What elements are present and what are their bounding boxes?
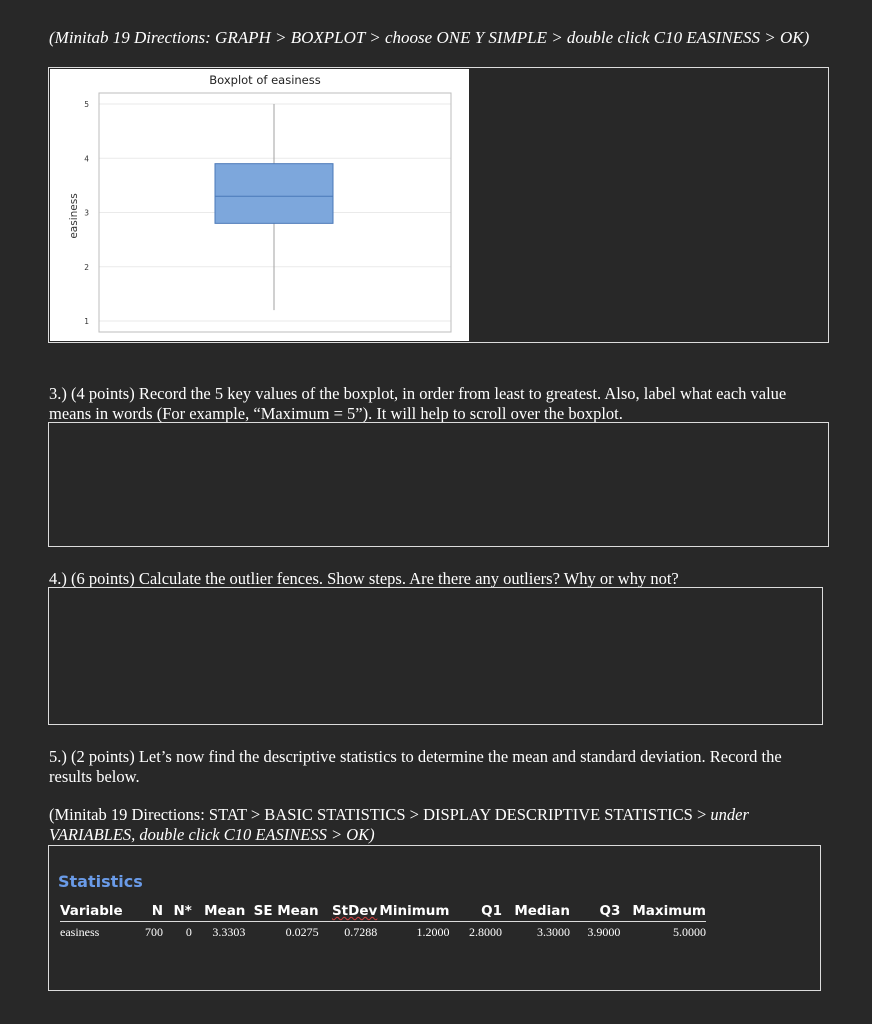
cell-median: 3.3000 <box>536 925 570 939</box>
stats-directions-italic: under <box>710 805 749 824</box>
col-nstar: N* <box>163 903 192 922</box>
cell-q1: 2.8000 <box>468 925 502 939</box>
cell-se-mean: 0.0275 <box>285 925 319 939</box>
boxplot-image <box>50 69 469 341</box>
cell-nstar: 0 <box>185 925 192 939</box>
y-tick-label-5: 5 <box>84 100 89 109</box>
stdev-label: StDev <box>331 903 378 919</box>
y-tick-label-2: 2 <box>84 262 89 272</box>
col-q3: Q3 <box>570 903 620 922</box>
col-variable: Variable <box>60 903 138 922</box>
question-5-line1: 5.) (2 points) Let’s now find the descriptive statistics to determine the mean and standard deviation. Record the <box>49 747 782 766</box>
cell-stdev: 0.7288 <box>344 925 378 939</box>
chart-y-axis-label: easiness <box>68 193 80 239</box>
col-n: N <box>138 903 163 922</box>
col-se-mean: SE Mean <box>245 903 318 922</box>
col-median: Median <box>502 903 570 922</box>
col-q1: Q1 <box>449 903 502 922</box>
stats-directions-text: (Minitab 19 Directions: STAT > BASIC STATISTICS > DISPLAY DESCRIPTIVE STATISTICS > <box>49 805 711 824</box>
statistics-title: Statistics <box>58 872 143 891</box>
cell-q3: 3.9000 <box>587 925 621 939</box>
stats-directions-line2: VARIABLES, double click C10 EASINESS > OK) <box>49 825 375 844</box>
question-3-answer-box[interactable] <box>48 422 829 547</box>
question-4-answer-box[interactable] <box>48 587 823 725</box>
y-tick-label-1: 1 <box>84 317 89 326</box>
cell-maximum: 5.0000 <box>673 925 706 939</box>
iqr-box <box>215 164 333 224</box>
statistics-table <box>60 903 706 940</box>
y-tick-label-4: 4 <box>84 154 89 164</box>
cell-variable: easiness <box>60 925 100 939</box>
cell-minimum: 1.2000 <box>416 925 450 939</box>
col-mean: Mean <box>192 903 246 922</box>
question-5-line2: results below. <box>49 767 140 786</box>
stats-directions-line1 <box>49 805 839 825</box>
col-minimum: Minimum <box>377 903 449 922</box>
question-3-line1: 3.) (4 points) Record the 5 key values of the boxplot, in order from least to greatest. Also, label what each value <box>49 384 787 403</box>
statistics-header-row <box>60 903 706 922</box>
col-stdev <box>319 903 378 922</box>
cell-n: 700 <box>145 925 164 939</box>
col-maximum: Maximum <box>620 903 706 922</box>
question-4-line1: 4.) (6 points) Calculate the outlier fences. Show steps. Are there any outliers? Why or why not? <box>49 569 679 588</box>
chart-title: Boxplot of easiness <box>209 73 321 87</box>
question-3-line2: means in words (For example, “Maximum = 5”). It will help to scroll over the boxplot. <box>49 404 623 423</box>
cell-mean: 3.3303 <box>212 925 246 939</box>
y-tick-label-3: 3 <box>84 208 89 218</box>
statistics-row-easiness <box>60 922 706 941</box>
boxplot-directions: (Minitab 19 Directions: GRAPH > BOXPLOT > choose ONE Y SIMPLE > double click C10 EASINESS > OK) <box>49 28 810 47</box>
boxplot-chart <box>50 69 469 341</box>
